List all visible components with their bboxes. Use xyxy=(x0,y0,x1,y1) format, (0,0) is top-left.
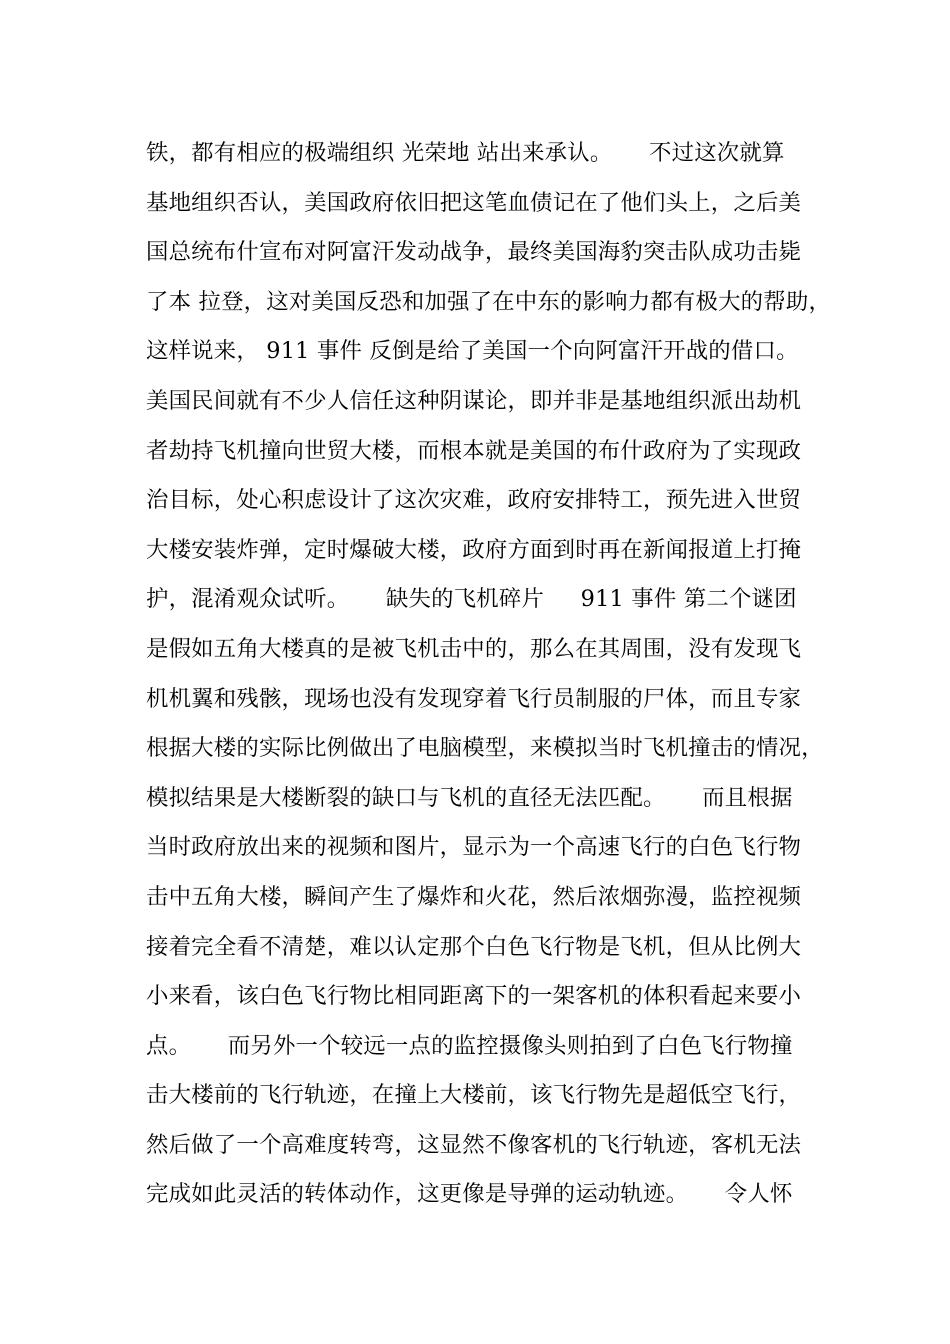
text-line-18: 小来看，该白色飞行物比相同距离下的一架客机的体积看起来要小 xyxy=(146,983,802,1010)
text-line-22: 完成如此灵活的转体动作，这更像是导弹的运动轨迹。 令人怀 xyxy=(146,1181,793,1208)
text-line-13: 根据大楼的实际比例做出了电脑模型，来模拟当时飞机撞击的情况， xyxy=(146,735,824,762)
text-line-15: 当时政府放出来的视频和图片，显示为一个高速飞行的白色飞行物 xyxy=(146,834,802,861)
text-line-19: 点。 而另外一个较远一点的监控摄像头则拍到了白色飞行物撞 xyxy=(146,1032,793,1059)
text-line-10: 护，混淆观众试听。 缺失的飞机碎片 911 事件 第二个谜团 xyxy=(146,586,797,613)
text-line-12: 机机翼和残骸，现场也没有发现穿着飞行员制服的尸体，而且专家 xyxy=(146,685,802,712)
text-line-17: 接着完全看不清楚，难以认定那个白色飞行物是飞机，但从比例大 xyxy=(146,933,802,960)
text-line-7: 者劫持飞机撞向世贸大楼，而根本就是美国的布什政府为了实现政 xyxy=(146,437,802,464)
text-line-3: 国总统布什宣布对阿富汗发动战争，最终美国海豹突击队成功击毙 xyxy=(146,239,802,266)
text-line-5: 这样说来， 911 事件 反倒是给了美国一个向阿富汗开战的借口。 xyxy=(146,338,799,365)
text-line-11: 是假如五角大楼真的是被飞机击中的，那么在其周围，没有发现飞 xyxy=(146,635,802,662)
text-line-4: 了本 拉登，这对美国反恐和加强了在中东的影响力都有极大的帮助， xyxy=(146,288,832,315)
text-line-14: 模拟结果是大楼断裂的缺口与飞机的直径无法匹配。 而且根据 xyxy=(146,784,793,811)
text-line-2: 基地组织否认，美国政府依旧把这笔血债记在了他们头上，之后美 xyxy=(146,189,802,216)
body-text xyxy=(146,133,832,1224)
text-line-20: 击大楼前的飞行轨迹，在撞上大楼前，该飞行物先是超低空飞行， xyxy=(146,1082,802,1109)
text-line-9: 大楼安装炸弹，定时爆破大楼，政府方面到时再在新闻报道上打掩 xyxy=(146,536,802,563)
text-line-16: 击中五角大楼，瞬间产生了爆炸和火花，然后浓烟弥漫，监控视频 xyxy=(146,883,802,910)
text-line-6: 美国民间就有不少人信任这种阴谋论，即并非是基地组织派出劫机 xyxy=(146,387,802,414)
text-line-8: 治目标，处心积虑设计了这次灾难，政府安排特工，预先进入世贸 xyxy=(146,487,802,514)
text-line-21: 然后做了一个高难度转弯，这显然不像客机的飞行轨迹，客机无法 xyxy=(146,1131,802,1158)
text-line-1: 铁，都有相应的极端组织 光荣地 站出来承认。 不过这次就算 xyxy=(146,140,785,166)
